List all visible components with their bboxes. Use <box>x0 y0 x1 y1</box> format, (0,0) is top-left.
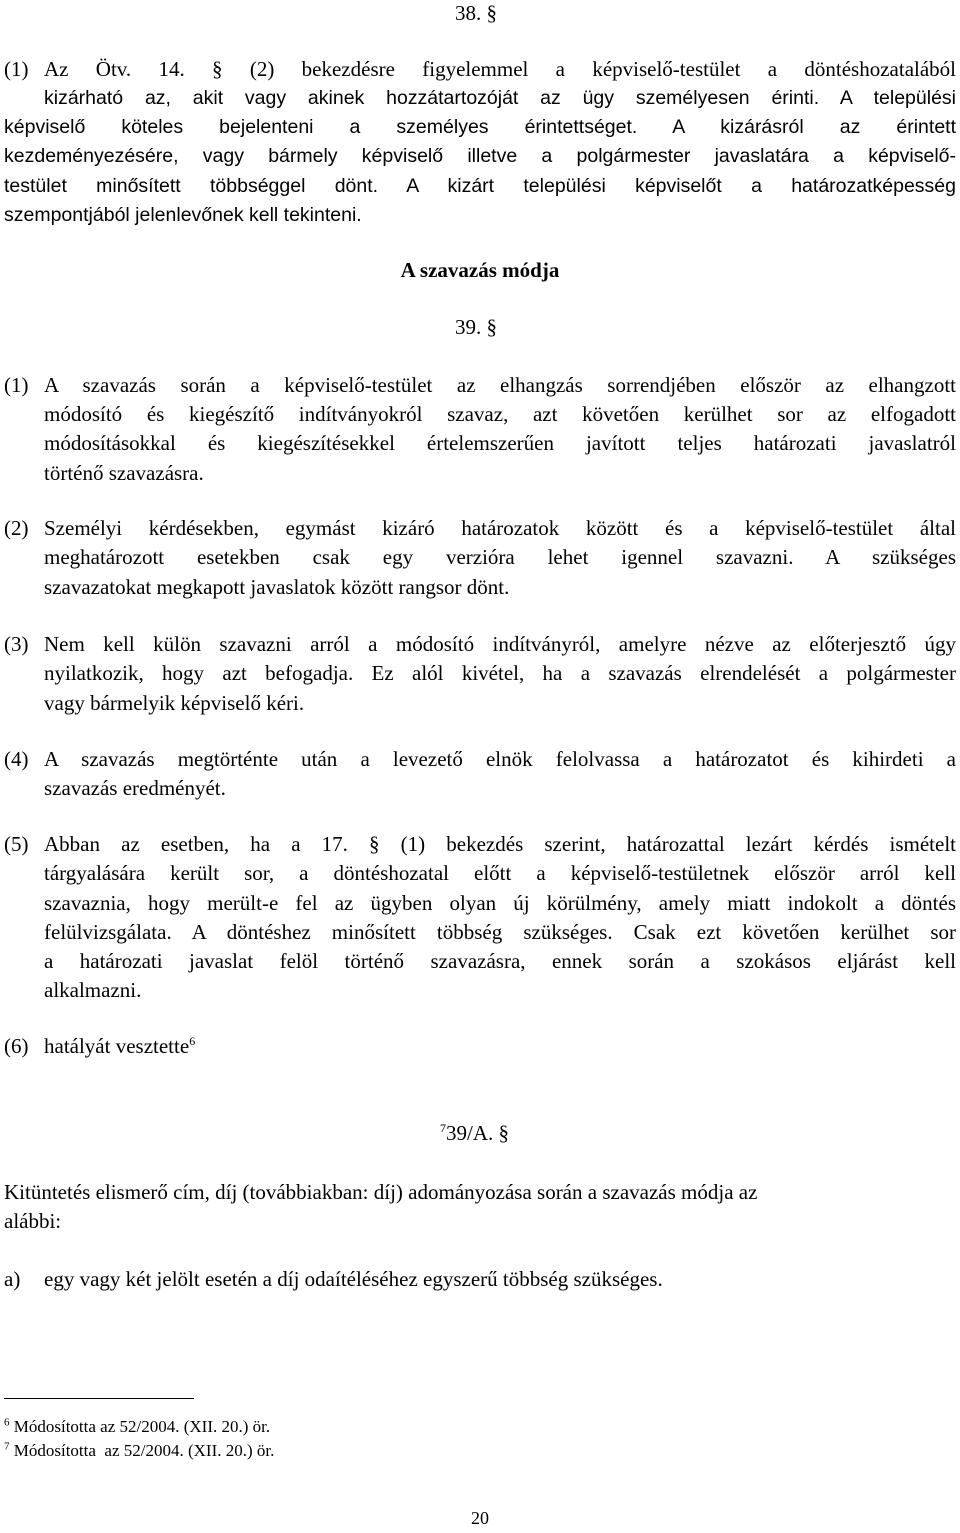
footnote-6 <box>4 1416 270 1438</box>
footnote-7-ref: 7 <box>4 1440 10 1453</box>
footnote-ref-6[interactable]: 6 <box>189 1034 196 1048</box>
s39-p2-number: (2) <box>4 516 29 540</box>
s38-p1-cont <box>4 113 956 230</box>
s39-p1-number: (1) <box>4 373 29 397</box>
s39-p4-line: A szavazás megtörténte után a levezető elnök felolvassa a határozatot és kihirdeti a <box>44 747 956 771</box>
s39a-item-a-text: egy vagy két jelölt esetén a díj odaítéléséhez egyszerű többség szükséges. <box>44 1267 663 1291</box>
s39-p2-line: szavazatokat megkapott javaslatok között rangsor dönt. <box>44 574 510 599</box>
section-39a-number <box>440 1120 509 1146</box>
s38-p1-line: testület minősített többséggel dönt. A kizárt települési képviselőt a határozatképesség <box>4 174 956 197</box>
s39-p2-line: Személyi kérdésekben, egymást kizáró határozatok között és a képviselő-testület által <box>44 516 956 540</box>
s39-p5-line: tárgyalására került sor, a döntéshozatal előtt a képviselő-testületnek először arról kell <box>44 861 956 886</box>
s39-p3-line: Nem kell külön szavazni arról a módosító indítványról, amelyre nézve az előterjesztő úgy <box>44 632 956 656</box>
s39-p5 <box>44 830 956 1006</box>
s39a-intro-line: Kitüntetés elismerő cím, díj (továbbiakban: díj) adományozása során a szavazás módja az <box>4 1180 758 1204</box>
s39-p4-number: (4) <box>4 747 29 771</box>
s39a-item-a-marker: a) <box>4 1267 21 1291</box>
s39-p1-line: A szavazás során a képviselő-testület az elhangzás sorrendjében először az elhangzott <box>44 373 956 397</box>
s39-p5-line: Abban az esetben, ha a 17. § (1) bekezdés szerint, határozattal lezárt kérdés ismételt <box>44 832 956 856</box>
s38-p1-line: kezdeményezésére, vagy bármely képviselő illetve a polgármester javaslatára a képviselő- <box>4 145 956 168</box>
s39-p3-number: (3) <box>4 632 29 656</box>
footnote-6-text: Módosította az 52/2004. (XII. 20.) ör. <box>13 1417 271 1436</box>
footnote-6-ref: 6 <box>4 1416 10 1429</box>
s38-p1 <box>44 55 956 114</box>
s39-p5-line: alkalmazni. <box>44 978 142 1003</box>
section-38-number: 38. § <box>455 1 497 25</box>
s39-p1-line: módosításokkal és kiegészítésekkel értelemszerűen javított teljes határozati javaslatról <box>44 431 956 456</box>
section-39-number: 39. § <box>455 315 497 339</box>
s39-p2 <box>44 514 956 602</box>
footnote-7 <box>4 1440 274 1462</box>
s39-p4 <box>44 745 956 804</box>
s39-p6-text: hatályát vesztette <box>44 1034 190 1058</box>
s38-p1-line: Az Ötv. 14. § (2) bekezdésre figyelemmel a képviselő-testület a döntéshozatalából <box>44 57 956 81</box>
s38-p1-line: kizárható az, akit vagy akinek hozzátartozóját az ügy személyesen érinti. A települési <box>44 87 956 110</box>
s38-p1-line: képviselő köteles bejelenteni a személyes érintettséget. A kizárásról az érintett <box>4 116 956 138</box>
s39-p5-line: szavaznia, hogy merült-e fel az ügyben olyan új körülmény, amely miatt indokolt a döntés <box>44 890 956 915</box>
s39-p1 <box>44 371 956 400</box>
s39-p1-line: módosító és kiegészítő indítványokról szavaz, azt követően kerülhet sor az elfogadott <box>44 402 956 426</box>
page-number: 20 <box>471 1508 489 1528</box>
s39-p6-number: (6) <box>4 1034 29 1058</box>
s39-p3-line: nyilatkozik, hogy azt befogadja. Ez alól kivétel, ha a szavazás elrendelését a polgármester <box>44 661 956 686</box>
s39-p3-line: vagy bármelyik képviselő kéri. <box>44 690 305 715</box>
s39-p4-line: szavazás eredményét. <box>44 776 226 801</box>
heading-voting-method: A szavazás módja <box>400 258 560 282</box>
s39-p5-line: a határozati javaslat felöl történő szavazásra, ennek során a szokásos eljárást kell <box>44 949 956 974</box>
s38-p1-line: szempontjából jelenlevőnek kell tekinteni. <box>4 203 362 226</box>
s39-p2-line: meghatározott esetekben csak egy verzióra lehet igennel szavazni. A szükséges <box>44 545 956 570</box>
footnote-separator <box>4 1398 194 1399</box>
footnote-7-text: Módosította az 52/2004. (XII. 20.) ör. <box>13 1441 275 1460</box>
s39a-intro <box>4 1178 956 1237</box>
s39a-intro-line: alábbi: <box>4 1209 62 1234</box>
s39-p5-number: (5) <box>4 832 29 856</box>
footnote-ref-7[interactable]: 7 <box>440 1121 446 1135</box>
s39-p3 <box>44 630 956 718</box>
s39-p6 <box>44 1032 195 1061</box>
s39-p1-cont <box>44 400 956 488</box>
s39-p1-line: történő szavazásra. <box>44 460 204 485</box>
s38-p1-number: (1) <box>4 57 29 81</box>
section-39a-label: 39/A. § <box>446 1121 509 1145</box>
s39-p5-line: felülvizsgálata. A döntéshez minősített többség szükséges. Csak ezt követően kerülhet sor <box>44 919 956 944</box>
